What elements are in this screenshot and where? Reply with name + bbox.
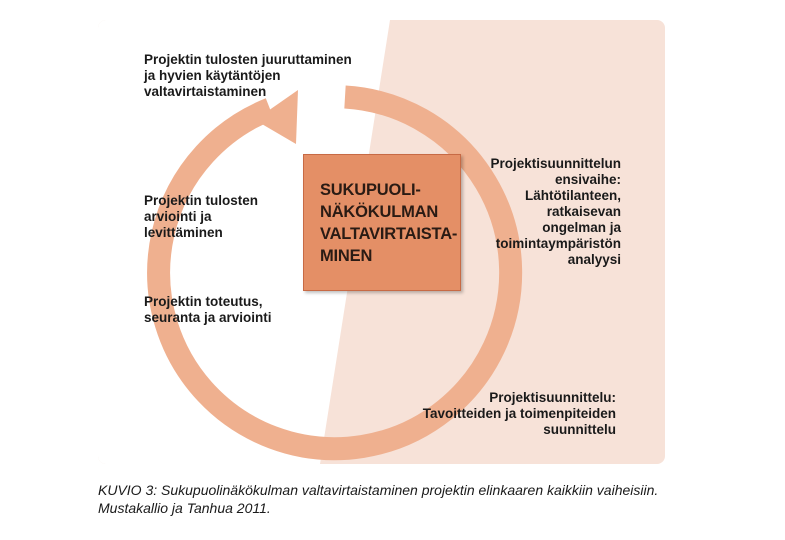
center-box <box>303 154 461 291</box>
stage-label-initial-planning: Projektisuunnittelun ensivaihe: Lähtötilanteen, ratkaisevan ongelman ja toimintaympäristön analyysi <box>490 156 621 267</box>
center-label: SUKUPUOLI- NÄKÖKULMAN VALTAVIRTAISTA- MINEN <box>320 181 458 265</box>
stage-label-planning: Projektisuunnittelu: Tavoitteiden ja toimenpiteiden suunnittelu <box>422 390 616 437</box>
stage-label-implementation: Projektin toteutus, seuranta ja arviointi <box>144 294 272 325</box>
stage-label-rooting: Projektin tulosten juuruttaminen ja hyvien käytäntöjen valtavirtaistaminen <box>144 52 352 99</box>
stage-label-evaluation: Projektin tulosten arviointi ja levittäminen <box>144 193 259 240</box>
figure-caption: KUVIO 3: Sukupuolinäkökulman valtavirtaistaminen projektin elinkaaren kaikkiin vaiheisiin. Mustakallio ja Tanhua 2011. <box>98 482 659 516</box>
